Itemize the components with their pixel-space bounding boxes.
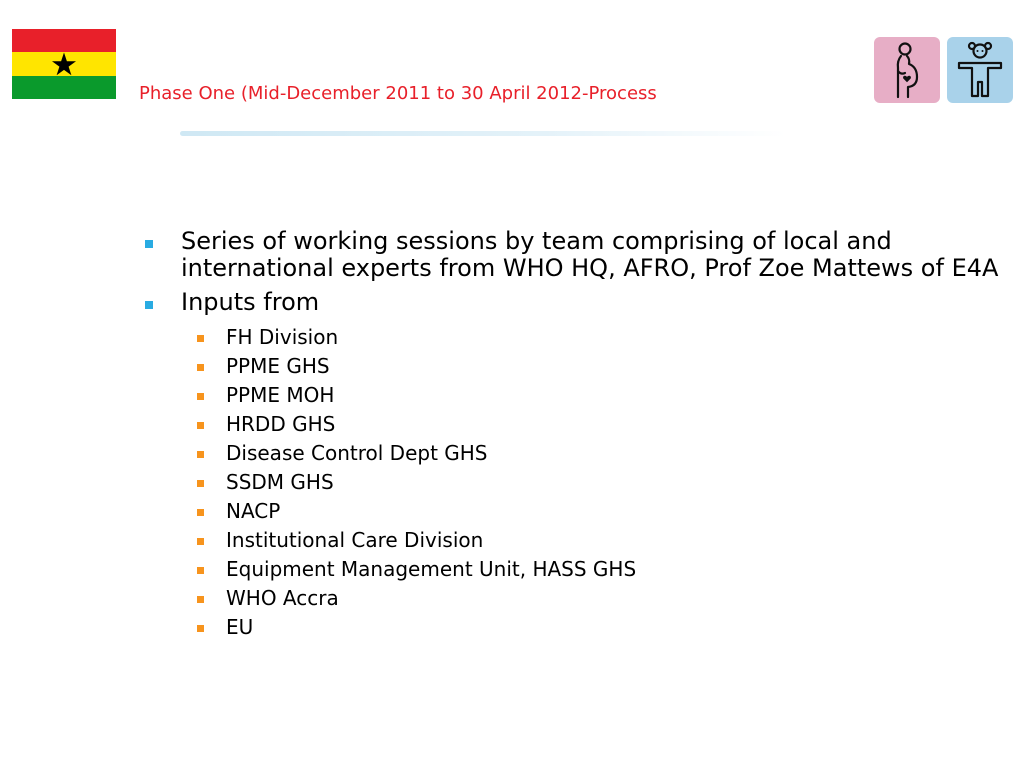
list-item [145,228,1005,282]
sublist-item [145,439,1005,468]
title-divider [180,131,786,136]
sublist-item-text: Disease Control Dept GHS [226,441,488,465]
sublist-item-text: Institutional Care Division [226,528,484,552]
list-item [145,289,1005,316]
sublist-item-text: NACP [226,499,281,523]
square-bullet-icon [197,480,204,487]
sublist-item [145,410,1005,439]
sublist-item [145,613,1005,642]
square-bullet-icon [197,596,204,603]
sublist-item [145,468,1005,497]
square-bullet-icon [145,240,153,248]
sublist-item [145,352,1005,381]
sublist-item-text: WHO Accra [226,586,339,610]
black-star-icon [12,29,116,99]
sublist-item-text: Equipment Management Unit, HASS GHS [226,557,637,581]
square-bullet-icon [197,538,204,545]
ghana-flag-icon [12,29,116,99]
sublist-item-text: PPME GHS [226,354,330,378]
bullet-list [145,228,1005,642]
square-bullet-icon [145,301,153,309]
sublist-item [145,526,1005,555]
sublist-item-text: HRDD GHS [226,412,336,436]
page-title: Phase One (Mid-December 2011 to 30 April 2012-Process [139,83,657,104]
sublist-item-text: EU [226,615,254,639]
sublist-item-text: SSDM GHS [226,470,334,494]
list-item-text: Series of working sessions by team comprising of local and international experts from WHO HQ, AFRO, Prof Zoe Mattews of E4A [181,227,999,282]
sublist-item-text: FH Division [226,325,339,349]
square-bullet-icon [197,364,204,371]
square-bullet-icon [197,567,204,574]
square-bullet-icon [197,509,204,516]
sublist-item [145,555,1005,584]
inputs-sublist [145,323,1005,642]
sublist-item [145,584,1005,613]
pregnant-woman-icon [874,37,940,103]
sublist-item-text: PPME MOH [226,383,335,407]
sublist-item [145,381,1005,410]
square-bullet-icon [197,335,204,342]
list-item-text: Inputs from [181,288,320,316]
square-bullet-icon [197,451,204,458]
square-bullet-icon [197,625,204,632]
sublist-item [145,497,1005,526]
sublist-item [145,323,1005,352]
child-icon [947,37,1013,103]
square-bullet-icon [197,422,204,429]
square-bullet-icon [197,393,204,400]
